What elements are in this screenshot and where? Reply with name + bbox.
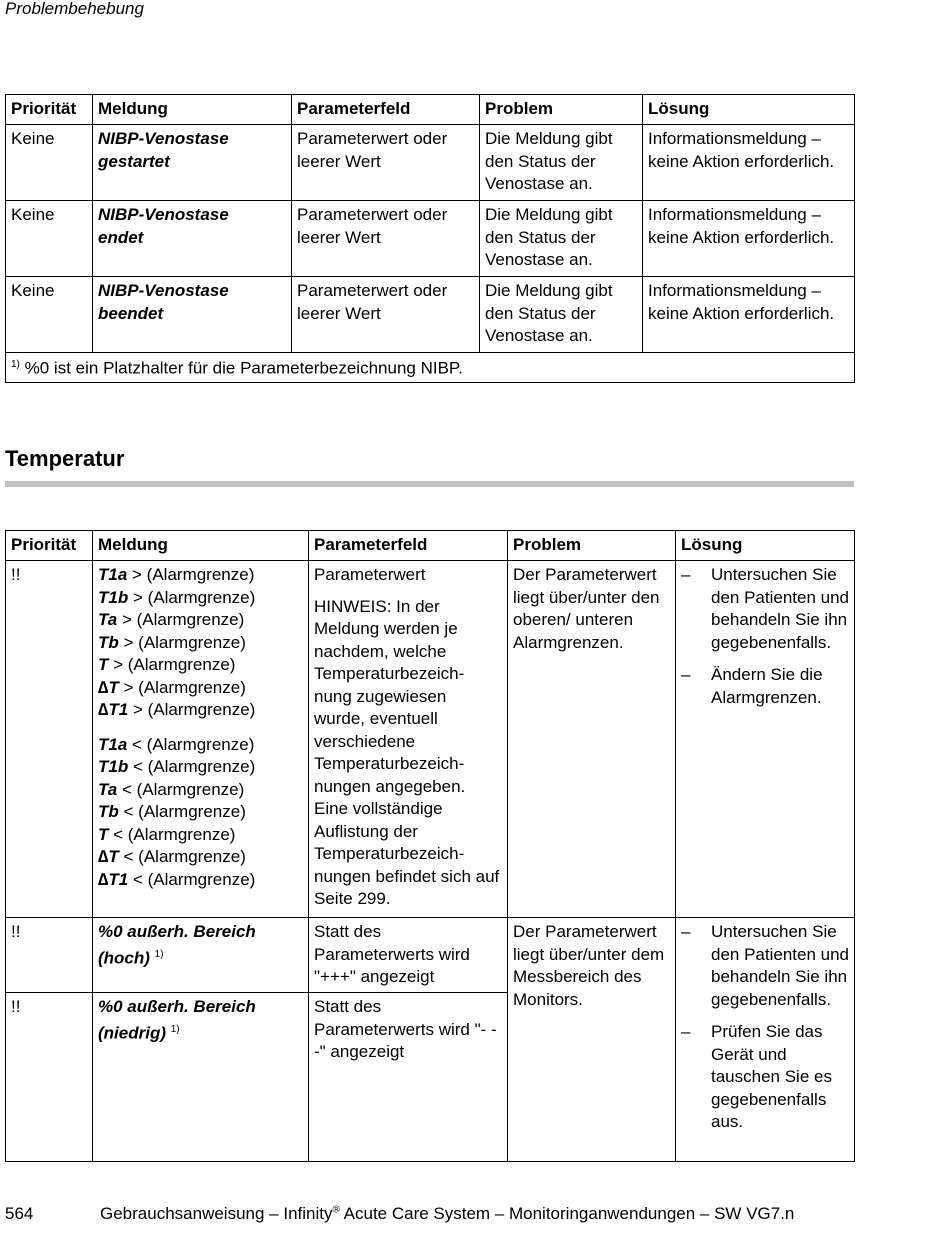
cell-meldung xyxy=(93,918,309,993)
header-loesung: Lösung xyxy=(643,95,855,125)
section-title: Temperatur xyxy=(5,446,125,471)
alarm-message: T1b > (Alarmgrenze) xyxy=(98,587,256,607)
running-head: Problembehebung xyxy=(5,0,144,18)
footnote-mark: 1) xyxy=(154,948,164,960)
table-footnote xyxy=(6,353,855,383)
header-prioritaet: Priorität xyxy=(6,531,93,561)
table-header-row xyxy=(6,95,855,125)
table-row xyxy=(6,277,855,353)
cell-parameterfeld: Parameterwert oder leerer Wert xyxy=(292,201,480,277)
cell-loesung: Informationsmeldung – keine Aktion erforderlich. xyxy=(643,201,855,277)
alarm-message: T < (Alarmgrenze) xyxy=(98,824,236,844)
alarm-message: ∆T1 < (Alarmgrenze) xyxy=(98,869,256,889)
message-name: NIBP-Venostase xyxy=(98,129,229,148)
cell-prioritaet: Keine xyxy=(6,277,93,353)
solution-list xyxy=(681,564,849,709)
message-name: NIBP-Venostase xyxy=(98,281,229,300)
message-name-cont: beendet xyxy=(98,303,164,323)
cell-parameterfeld: Parameterwert oder leerer Wert xyxy=(292,277,480,353)
table-row xyxy=(6,918,855,993)
alarm-message: Ta < (Alarmgrenze) xyxy=(98,779,245,799)
param-title: Parameterwert xyxy=(314,565,426,584)
header-meldung: Meldung xyxy=(93,95,292,125)
cell-problem: Die Meldung gibt den Status der Venostase an. xyxy=(480,201,643,277)
message-name-cont: (niedrig) xyxy=(98,1023,166,1043)
cell-meldung xyxy=(93,993,309,1162)
footnote-mark: 1) xyxy=(170,1023,180,1035)
cell-problem: Die Meldung gibt den Status der Venostase an. xyxy=(480,125,643,201)
cell-prioritaet: !! xyxy=(6,918,93,993)
cell-prioritaet: Keine xyxy=(6,125,93,201)
cell-meldung xyxy=(93,125,292,201)
message-name: %0 außerh. Bereich xyxy=(98,922,256,941)
message-name-cont: endet xyxy=(98,227,144,247)
message-name-cont: gestartet xyxy=(98,151,170,171)
alarm-message: T1a < (Alarmgrenze) xyxy=(98,734,255,754)
header-parameterfeld: Parameterfeld xyxy=(309,531,508,561)
list-item: – Prüfen Sie das Gerät und tauschen Sie es gegebenenfalls aus. xyxy=(681,1022,832,1131)
section-rule xyxy=(5,481,854,487)
list-item: – Untersuchen Sie den Patienten und behandeln Sie ihn gegebenenfalls. xyxy=(681,922,850,1009)
alarm-message: Tb < (Alarmgrenze) xyxy=(98,802,246,821)
header-problem: Problem xyxy=(508,531,676,561)
alarm-message: Tb > (Alarmgrenze) xyxy=(98,632,246,652)
cell-problem: Der Parameterwert liegt über/unter dem Messbereich des Monitors. xyxy=(508,918,676,1162)
cell-loesung: Informationsmeldung – keine Aktion erforderlich. xyxy=(643,125,855,201)
alarm-message: T > (Alarmgrenze) xyxy=(98,655,236,674)
cell-loesung xyxy=(676,561,855,918)
table-row xyxy=(6,561,855,918)
table-row xyxy=(6,201,855,277)
footnote-text: %0 ist ein Platzhalter für die Parameterbezeichnung NIBP. xyxy=(24,358,463,378)
cell-parameterfeld: Statt des Parameterwerts wird "+++" angezeigt xyxy=(309,918,508,993)
alarm-message: T1a > (Alarmgrenze) xyxy=(98,565,255,584)
message-name: %0 außerh. Bereich xyxy=(98,997,256,1016)
cell-prioritaet: !! xyxy=(6,561,93,918)
page-number: 564 xyxy=(5,1204,34,1223)
cell-parameterfeld: Statt des Parameterwerts wird "- - -" angezeigt xyxy=(309,993,508,1162)
message-name-cont: (hoch) xyxy=(98,948,150,968)
header-prioritaet: Priorität xyxy=(6,95,93,125)
cell-problem: Die Meldung gibt den Status der Venostase an. xyxy=(480,277,643,353)
header-parameterfeld: Parameterfeld xyxy=(292,95,480,125)
solution-list xyxy=(681,921,849,1134)
footnote-mark: 1) xyxy=(11,359,20,370)
cell-meldung xyxy=(93,277,292,353)
cell-prioritaet: !! xyxy=(6,993,93,1162)
temperature-messages-table xyxy=(5,530,855,1162)
header-loesung: Lösung xyxy=(676,531,855,561)
cell-parameterfeld xyxy=(309,561,508,918)
cell-problem: Der Parameterwert liegt über/unter den oberen/ unteren Alarmgrenzen. xyxy=(508,561,676,918)
cell-meldung xyxy=(93,201,292,277)
table-header-row xyxy=(6,531,855,561)
alarm-message: Ta > (Alarmgrenze) xyxy=(98,610,245,629)
alarm-message: ∆T1 > (Alarmgrenze) xyxy=(98,700,256,719)
footer-title: Gebrauchsanweisung – Infinity® Acute Care System – Monitoringanwendungen – SW VG7.n xyxy=(100,1204,795,1223)
message-name: NIBP-Venostase xyxy=(98,205,229,224)
list-item: – Untersuchen Sie den Patienten und behandeln Sie ihn gegebenenfalls. xyxy=(681,565,850,652)
cell-parameterfeld: Parameterwert oder leerer Wert xyxy=(292,125,480,201)
alarm-message: T1b < (Alarmgrenze) xyxy=(98,757,256,776)
alarm-message: ∆T < (Alarmgrenze) xyxy=(98,847,246,866)
alarm-message: ∆T > (Alarmgrenze) xyxy=(98,677,246,697)
header-meldung: Meldung xyxy=(93,531,309,561)
table-footnote-row xyxy=(6,353,855,383)
cell-loesung xyxy=(676,918,855,1162)
list-item: – Ändern Sie die Alarmgrenzen. xyxy=(681,665,823,707)
cell-prioritaet: Keine xyxy=(6,201,93,277)
table-row xyxy=(6,125,855,201)
param-note: HINWEIS: In der Meldung werden je nachdem, welche Temperaturbezeich-nung zugewiesen wurde, eventuell verschiedene Temperaturbezeich-nungen angegeben. Eine vollständige Auflistung der Temperaturbezeich-nungen befindet sich auf Seite 299. xyxy=(314,596,500,908)
nibp-messages-table xyxy=(5,94,855,383)
cell-meldung xyxy=(93,561,309,918)
cell-loesung: Informationsmeldung – keine Aktion erforderlich. xyxy=(643,277,855,353)
header-problem: Problem xyxy=(480,95,643,125)
